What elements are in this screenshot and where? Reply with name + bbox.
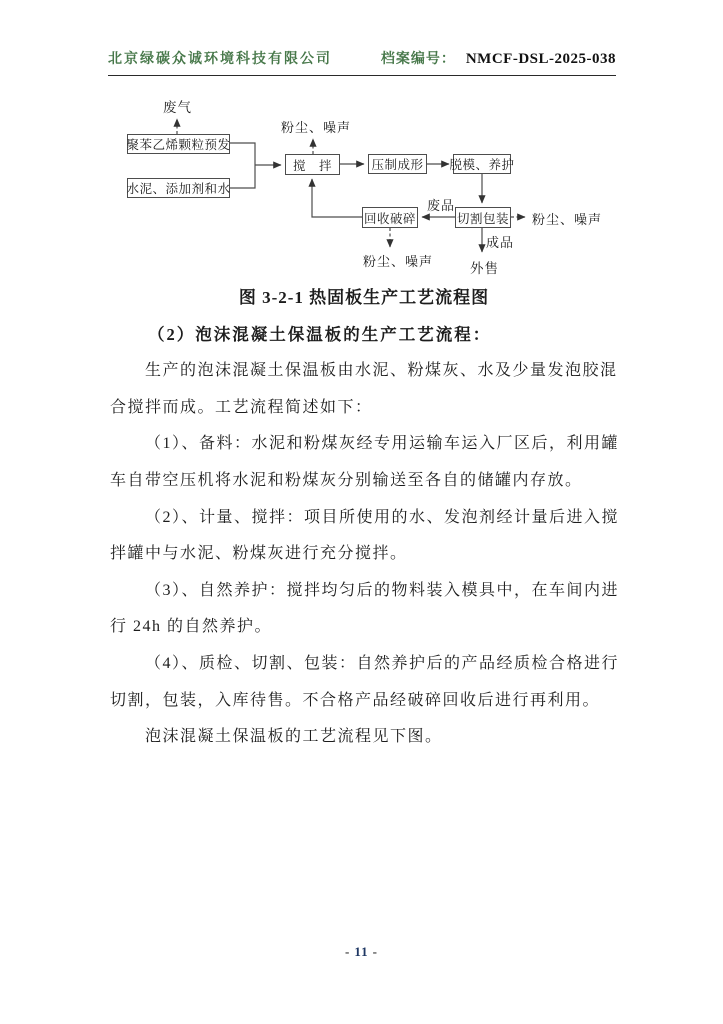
node-mixing: 搅 拌	[285, 154, 340, 175]
page-header	[108, 48, 616, 76]
body-line: 行 24h 的自然养护。	[110, 618, 273, 636]
body-line: （3）、自然养护：搅拌均匀后的物料装入模具中，在车间内进	[145, 581, 620, 599]
body-line: （4）、质检、切割、包装：自然养护后的产品经质检合格进行	[145, 654, 620, 672]
node-press-forming: 压制成形	[368, 154, 427, 174]
figure-caption: 图 3-2-1 热固板生产工艺流程图	[238, 288, 490, 307]
node-cut-packaging: 切割包装	[455, 207, 511, 228]
footer-dash-left: -	[345, 944, 351, 959]
footer-dash-right: -	[372, 944, 378, 959]
body-line: 拌罐中与水泥、粉煤灰进行充分搅拌。	[110, 545, 408, 563]
label-dust-noise-recycle: 粉尘、噪声	[363, 254, 434, 269]
body-text	[110, 280, 618, 756]
label-external-sale: 外售	[470, 261, 499, 276]
section-heading: （2）泡沫混凝土保温板的生产工艺流程：	[148, 324, 492, 344]
node-cement-additive-water: 水泥、添加剂和水	[127, 178, 230, 198]
body-line: 生产的泡沫混凝土保温板由水泥、粉煤灰、水及少量发泡胶混	[145, 362, 618, 380]
company-name: 北京绿碳众诚环境科技有限公司	[108, 52, 332, 67]
archive-number-group	[381, 48, 616, 68]
archive-label: 档案编号：	[380, 52, 456, 67]
node-polystyrene-pre-expansion: 聚苯乙烯颗粒预发	[127, 134, 230, 154]
label-scrap: 废品	[427, 198, 456, 213]
node-recycle-crushing: 回收破碎	[362, 207, 418, 228]
label-finished-product: 成品	[486, 235, 515, 250]
node-demold-curing: 脱模、养护	[453, 154, 511, 174]
label-dust-noise-cutting: 粉尘、噪声	[532, 212, 603, 227]
page-number: 11	[354, 944, 369, 959]
body-line: 切割，包装，入库待售。不合格产品经破碎回收后进行再利用。	[110, 691, 601, 709]
process-flowchart	[100, 90, 620, 285]
page-footer	[0, 944, 723, 960]
body-line: 车自带空压机将水泥和粉煤灰分别输送至各自的储罐内存放。	[110, 471, 583, 489]
label-dust-noise-mixing: 粉尘、噪声	[281, 120, 352, 135]
body-line: 合搅拌而成。工艺流程简述如下：	[110, 398, 373, 416]
body-line: （1）、备料：水泥和粉煤灰经专用运输车运入厂区后，利用罐	[145, 435, 620, 453]
body-line: 泡沫混凝土保温板的工艺流程见下图。	[145, 728, 443, 746]
archive-number: NMCF-DSL-2025-038	[465, 51, 616, 67]
body-line: （2）、计量、搅拌：项目所使用的水、发泡剂经计量后进入搅	[145, 508, 620, 526]
label-waste-gas: 废气	[163, 100, 192, 115]
